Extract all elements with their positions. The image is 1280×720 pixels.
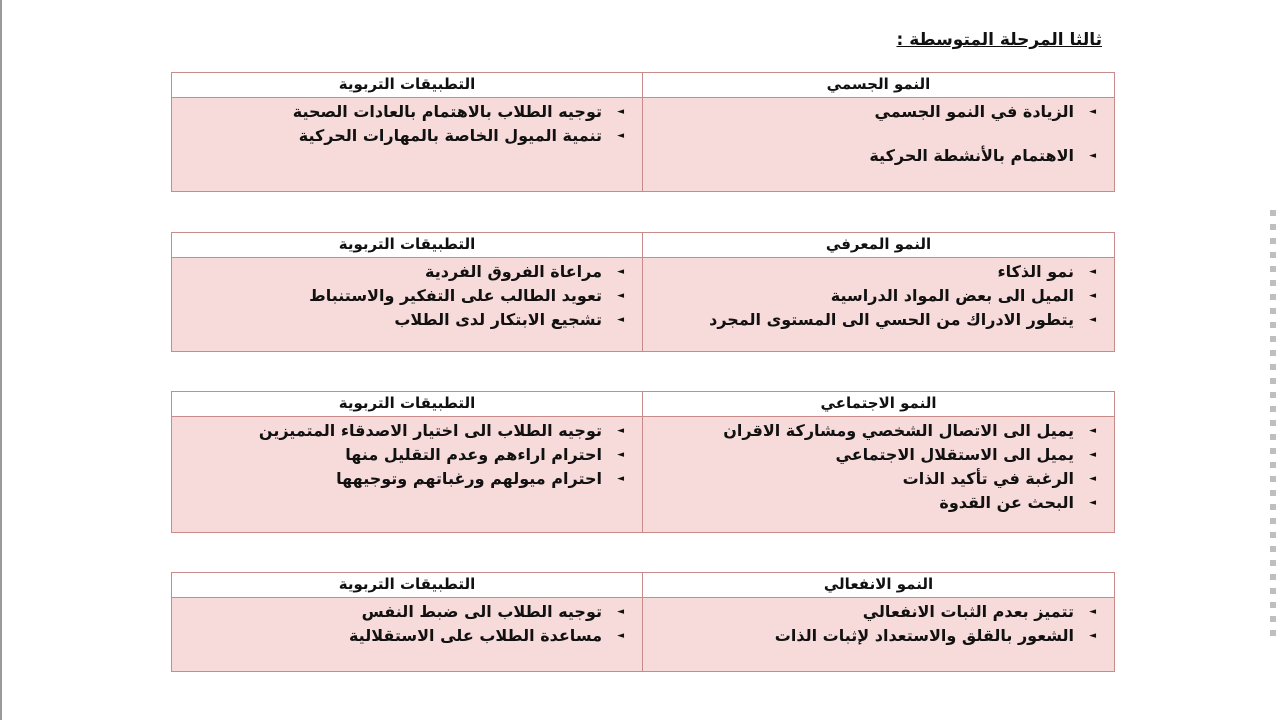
list-item: ◄ الرغبة في تأكيد الذات (653, 467, 1096, 491)
list-item: ◄ مراعاة الفروق الفردية (182, 260, 624, 284)
table-body-row (172, 417, 1114, 533)
margin-scribble (1270, 210, 1276, 640)
applications-list (182, 100, 624, 148)
list-item: ◄ احترام ميولهم ورغباتهم وتوجيهها (182, 467, 624, 491)
list-item: ◄ يميل الى الاستقلال الاجتماعي (653, 443, 1096, 467)
list-item: ◄ يتطور الادراك من الحسي الى المستوى المجرد (653, 308, 1096, 332)
list-item: ◄ تعويد الطالب على التفكير والاستنباط (182, 284, 624, 308)
list-item: ◄ البحث عن القدوة (653, 491, 1096, 515)
applications-list (182, 419, 624, 491)
list-item: ◄ تتميز بعدم الثبات الانفعالي (653, 600, 1096, 624)
growth-list (653, 419, 1096, 515)
page-title: ثالثا المرحلة المتوسطة : (896, 30, 1102, 50)
physical-growth-table (171, 72, 1115, 192)
growth-cell (643, 598, 1114, 672)
applications-cell (172, 258, 643, 352)
list-item: ◄ الشعور بالقلق والاستعداد لإثبات الذات (653, 624, 1096, 648)
list-item: ◄ تنمية الميول الخاصة بالمهارات الحركية (182, 124, 624, 148)
growth-header: النمو المعرفي (825, 235, 932, 253)
applications-cell (172, 598, 643, 672)
list-item: ◄ توجيه الطلاب الى ضبط النفس (182, 600, 624, 624)
table-body-row (172, 98, 1114, 192)
applications-header: التطبيقات التربوية (172, 573, 643, 597)
applications-header: التطبيقات التربوية (172, 73, 643, 97)
list-item: ◄ تشجيع الابتكار لدى الطلاب (182, 308, 624, 332)
list-item: ◄ يميل الى الاتصال الشخصي ومشاركة الاقران (653, 419, 1096, 443)
table-header-row (172, 392, 1114, 417)
table-body-row (172, 258, 1114, 352)
growth-list (653, 260, 1096, 332)
list-item: ◄ توجيه الطلاب الى اختيار الاصدقاء المتميزين (182, 419, 624, 443)
applications-cell (172, 98, 643, 192)
social-growth-table (171, 391, 1115, 533)
table-header-row (172, 573, 1114, 598)
growth-header: النمو الاجتماعي (820, 394, 937, 412)
table-header-row (172, 233, 1114, 258)
applications-header: التطبيقات التربوية (172, 233, 643, 257)
emotional-growth-table (171, 572, 1115, 672)
growth-cell (643, 417, 1114, 533)
list-item: ◄ توجيه الطلاب بالاهتمام بالعادات الصحية (182, 100, 624, 124)
list-item: ◄ نمو الذكاء (653, 260, 1096, 284)
list-item: ◄ مساعدة الطلاب على الاستقلالية (182, 624, 624, 648)
growth-cell (643, 258, 1114, 352)
applications-list (182, 260, 624, 332)
list-item: ◄ الزيادة في النمو الجسمي (653, 100, 1096, 124)
list-item: ◄ احترام اراءهم وعدم التقليل منها (182, 443, 624, 467)
applications-list (182, 600, 624, 648)
cognitive-growth-table (171, 232, 1115, 352)
list-item: ◄ الاهتمام بالأنشطة الحركية (653, 144, 1096, 168)
growth-list (653, 100, 1096, 168)
table-body-row (172, 598, 1114, 672)
growth-list (653, 600, 1096, 648)
table-header-row (172, 73, 1114, 98)
applications-cell (172, 417, 643, 533)
growth-header: النمو الانفعالي (823, 575, 934, 593)
list-item: ◄ الميل الى بعض المواد الدراسية (653, 284, 1096, 308)
growth-cell (643, 98, 1114, 192)
applications-header: التطبيقات التربوية (172, 392, 643, 416)
growth-header: النمو الجسمي (826, 75, 931, 93)
page-edge-rule (0, 0, 2, 720)
